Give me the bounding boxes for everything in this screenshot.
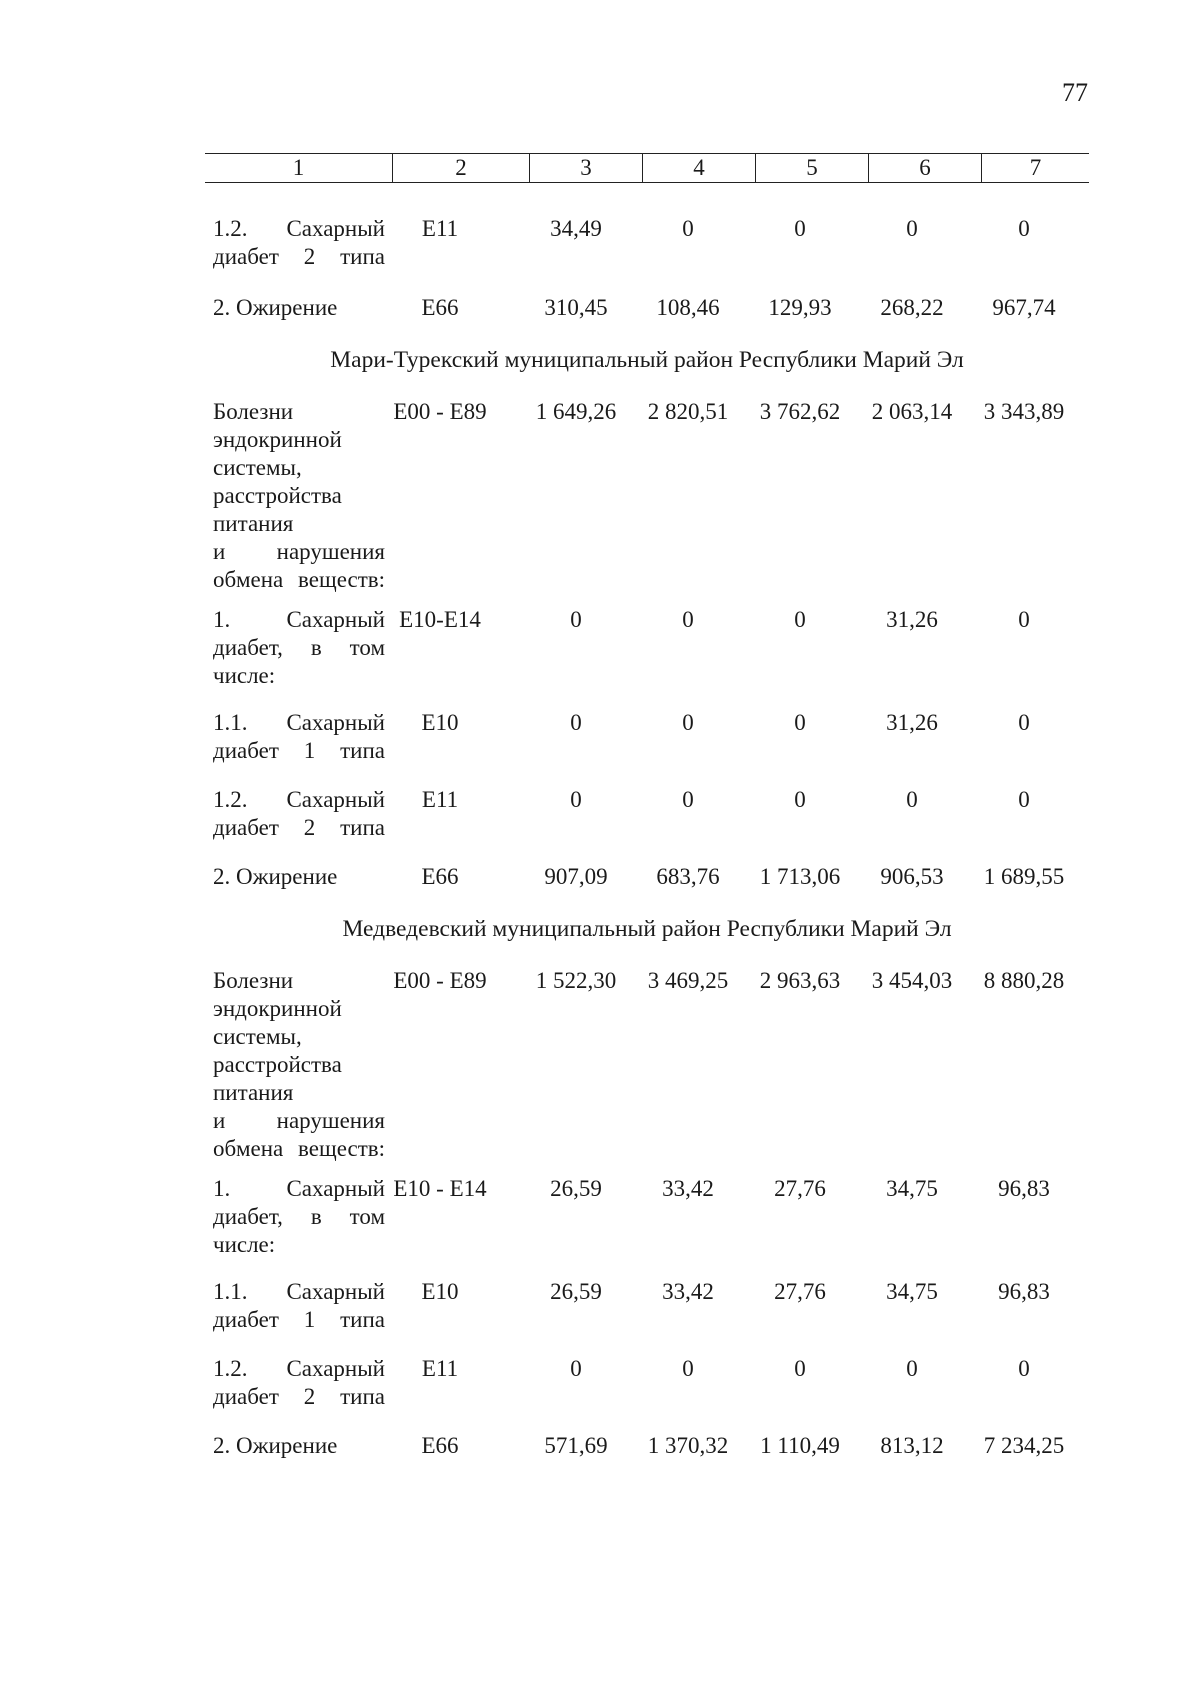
row-label <box>213 1175 385 1259</box>
row-label-line: 2. Ожирение <box>213 864 338 889</box>
value-cell: 96,83 <box>998 1279 1050 1304</box>
value-cell: 0 <box>682 1356 694 1381</box>
row-label <box>213 709 385 765</box>
value-cell: 34,49 <box>550 216 602 241</box>
value-cell: 813,12 <box>880 1433 944 1458</box>
row-label <box>213 215 385 271</box>
page-number: 77 <box>1062 78 1088 107</box>
row-label-line: и нарушения <box>213 539 385 564</box>
value-cell: 268,22 <box>880 295 944 320</box>
row-label <box>213 786 385 842</box>
value-cell: 0 <box>906 1356 918 1381</box>
row-label-line: системы, <box>213 1024 302 1049</box>
row-label-line: эндокринной <box>213 427 342 452</box>
row-label-line: числе: <box>213 1232 276 1257</box>
icd-code: E00 - E89 <box>393 968 487 993</box>
value-cell: 3 343,89 <box>983 399 1065 424</box>
row-label-line: системы, <box>213 455 302 480</box>
row-label <box>213 967 385 1163</box>
header-col-5: 5 <box>756 154 869 183</box>
value-cell: 1 713,06 <box>759 864 841 889</box>
row-label-line: диабет 2 типа <box>213 1384 385 1409</box>
header-col-6: 6 <box>869 154 982 183</box>
value-cell: 571,69 <box>544 1433 608 1458</box>
section-title: Мари-Турекский муниципальный район Республики Марий Эл <box>330 347 964 373</box>
row-label <box>213 1432 385 1460</box>
value-cell: 0 <box>570 1356 582 1381</box>
value-cell: 96,83 <box>998 1176 1050 1201</box>
row-label-line: 2. Ожирение <box>213 1433 338 1458</box>
row-label-line: диабет, в том <box>213 1204 385 1229</box>
header-col-3: 3 <box>530 154 643 183</box>
row-label <box>213 294 385 322</box>
row-label-line: диабет 1 типа <box>213 1307 385 1332</box>
row-label <box>213 863 385 891</box>
value-cell: 0 <box>794 1356 806 1381</box>
row-label-line: диабет 2 типа <box>213 815 385 840</box>
row-label-line: диабет 1 типа <box>213 738 385 763</box>
value-cell: 1 689,55 <box>983 864 1065 889</box>
value-cell: 0 <box>794 710 806 735</box>
value-cell: 906,53 <box>880 864 944 889</box>
icd-code: E11 <box>421 1356 459 1381</box>
row-label <box>213 606 385 690</box>
row-label-line: 1.1. Сахарный <box>213 1279 385 1304</box>
value-cell: 3 454,03 <box>871 968 953 993</box>
icd-code: E10 <box>421 1279 459 1304</box>
value-cell: 0 <box>682 710 694 735</box>
value-cell: 7 234,25 <box>983 1433 1065 1458</box>
value-cell: 0 <box>794 607 806 632</box>
icd-code: E66 <box>421 295 459 320</box>
value-cell: 108,46 <box>656 295 720 320</box>
row-label-line: питания <box>213 1080 294 1105</box>
value-cell: 0 <box>1018 607 1030 632</box>
icd-code: E11 <box>421 216 459 241</box>
value-cell: 31,26 <box>886 607 938 632</box>
value-cell: 34,75 <box>886 1176 938 1201</box>
value-cell: 310,45 <box>544 295 608 320</box>
icd-code: E10-E14 <box>399 607 481 632</box>
value-cell: 0 <box>906 216 918 241</box>
value-cell: 0 <box>794 216 806 241</box>
value-cell: 3 469,25 <box>647 968 729 993</box>
value-cell: 0 <box>682 787 694 812</box>
value-cell: 1 649,26 <box>535 399 617 424</box>
value-cell: 0 <box>1018 787 1030 812</box>
value-cell: 31,26 <box>886 710 938 735</box>
value-cell: 3 762,62 <box>759 399 841 424</box>
value-cell: 2 820,51 <box>647 399 729 424</box>
row-label-line: 1.2. Сахарный <box>213 787 385 812</box>
value-cell: 2 063,14 <box>871 399 953 424</box>
row-label-line: диабет 2 типа <box>213 244 385 269</box>
row-label-line: эндокринной <box>213 996 342 1021</box>
value-cell: 26,59 <box>550 1279 602 1304</box>
value-cell: 0 <box>1018 216 1030 241</box>
row-label <box>213 1278 385 1334</box>
value-cell: 1 110,49 <box>760 1433 840 1458</box>
value-cell: 0 <box>906 787 918 812</box>
icd-code: E00 - E89 <box>393 399 487 424</box>
row-label-line: 2. Ожирение <box>213 295 338 320</box>
row-label-line: 1.2. Сахарный <box>213 1356 385 1381</box>
value-cell: 1 370,32 <box>647 1433 729 1458</box>
row-label-line: расстройства <box>213 483 342 508</box>
value-cell: 0 <box>1018 710 1030 735</box>
row-label-line: Болезни <box>213 399 294 424</box>
row-label <box>213 398 385 594</box>
value-cell: 0 <box>682 216 694 241</box>
row-label-line: и нарушения <box>213 1108 385 1133</box>
value-cell: 34,75 <box>886 1279 938 1304</box>
value-cell: 33,42 <box>662 1176 714 1201</box>
section-title: Медведевский муниципальный район Республики Марий Эл <box>342 916 952 942</box>
value-cell: 129,93 <box>768 295 832 320</box>
value-cell: 2 963,63 <box>759 968 841 993</box>
row-label-line: обмена веществ: <box>213 567 385 592</box>
icd-code: E10 <box>421 710 459 735</box>
value-cell: 0 <box>570 787 582 812</box>
row-label-line: питания <box>213 511 294 536</box>
value-cell: 1 522,30 <box>535 968 617 993</box>
value-cell: 683,76 <box>656 864 720 889</box>
value-cell: 0 <box>1018 1356 1030 1381</box>
row-label-line: числе: <box>213 663 276 688</box>
row-label-line: обмена веществ: <box>213 1136 385 1161</box>
icd-code: E10 - E14 <box>393 1176 487 1201</box>
row-label <box>213 1355 385 1411</box>
value-cell: 27,76 <box>774 1176 826 1201</box>
row-label-line: 1.1. Сахарный <box>213 710 385 735</box>
row-label-line: Болезни <box>213 968 294 993</box>
icd-code: E11 <box>421 787 459 812</box>
value-cell: 27,76 <box>774 1279 826 1304</box>
row-label-line: расстройства <box>213 1052 342 1077</box>
value-cell: 907,09 <box>544 864 608 889</box>
value-cell: 26,59 <box>550 1176 602 1201</box>
value-cell: 8 880,28 <box>983 968 1065 993</box>
icd-code: E66 <box>421 864 459 889</box>
value-cell: 0 <box>794 787 806 812</box>
header-col-2: 2 <box>393 154 530 183</box>
row-label-line: 1. Сахарный <box>213 1176 385 1201</box>
icd-code: E66 <box>421 1433 459 1458</box>
column-number-header <box>205 153 1089 183</box>
header-col-1: 1 <box>205 154 393 183</box>
header-col-4: 4 <box>643 154 756 183</box>
row-label-line: диабет, в том <box>213 635 385 660</box>
value-cell: 0 <box>682 607 694 632</box>
value-cell: 0 <box>570 710 582 735</box>
value-cell: 33,42 <box>662 1279 714 1304</box>
row-label-line: 1.2. Сахарный <box>213 216 385 241</box>
row-label-line: 1. Сахарный <box>213 607 385 632</box>
value-cell: 967,74 <box>992 295 1056 320</box>
header-col-7: 7 <box>982 154 1090 183</box>
value-cell: 0 <box>570 607 582 632</box>
